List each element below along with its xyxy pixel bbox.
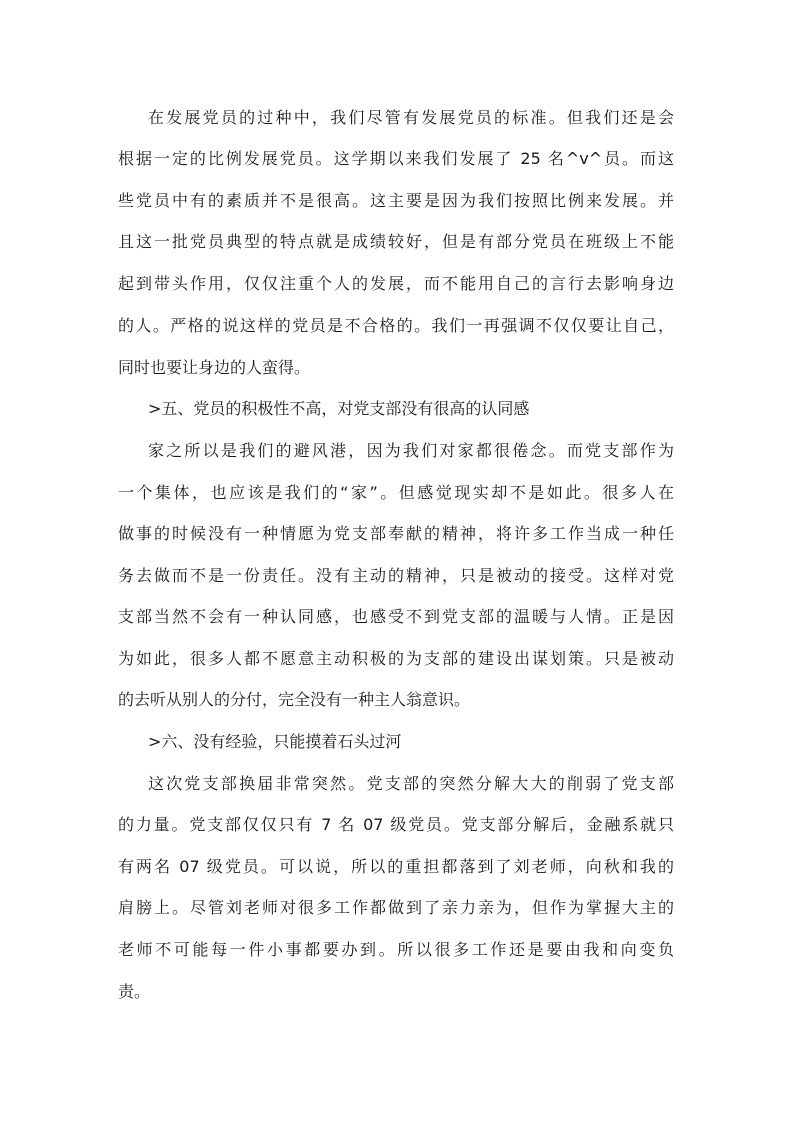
paragraph-1-line-6: 的人。严格的说这样的党员是不合格的。我们一再强调不仅仅要让自己， bbox=[118, 316, 674, 335]
paragraph-3-line-5: 老师不可能每一件小事都要办到。所以很多工作还是要由我和向变负 bbox=[118, 940, 674, 959]
paragraph-3-line-6: 责。 bbox=[118, 982, 151, 1001]
paragraph-1-line-1: 在发展党员的过种中，我们尽管有发展党员的标准。但我们还是会 bbox=[148, 108, 674, 127]
paragraph-3-line-1: 这次党支部换届非常突然。党支部的突然分解大大的削弱了党支部 bbox=[148, 774, 674, 793]
paragraph-3-line-2: 的力量。党支部仅仅只有 7 名 07 级党员。党支部分解后，金融系就只 bbox=[118, 815, 674, 834]
paragraph-1-line-2: 根据一定的比例发展党员。这学期以来我们发展了 25 名^v^员。而这 bbox=[118, 149, 674, 168]
paragraph-2-line-7: 的去听从别人的分付，完全没有一种主人翁意识。 bbox=[118, 690, 471, 709]
paragraph-1-line-3: 些党员中有的素质并不是很高。这主要是因为我们按照比例来发展。并 bbox=[118, 191, 674, 210]
section-heading-5: >五、党员的积极性不高，对党支部没有很高的认同感 bbox=[148, 399, 530, 418]
paragraph-2-line-6: 为如此，很多人都不愿意主动积极的为支部的建设出谋划策。只是被动 bbox=[118, 649, 674, 668]
paragraph-2-line-4: 务去做而不是一份责任。没有主动的精神，只是被动的接受。这样对党 bbox=[118, 566, 674, 585]
paragraph-2-line-3: 做事的时候没有一种情愿为党支部奉献的精神，将许多工作当成一种任 bbox=[118, 524, 674, 543]
paragraph-2-line-2: 一个集体，也应该是我们的“家”。但感觉现实却不是如此。很多人在 bbox=[118, 483, 674, 502]
paragraph-2-line-1: 家之所以是我们的避风港，因为我们对家都很倦念。而党支部作为 bbox=[148, 441, 674, 460]
paragraph-3-line-4: 肩膀上。尽管刘老师对很多工作都做到了亲力亲为，但作为掌握大主的 bbox=[118, 898, 674, 917]
section-heading-6: >六、没有经验，只能摸着石头过河 bbox=[148, 732, 402, 751]
paragraph-1-line-7: 同时也要让身边的人蛮得。 bbox=[118, 358, 311, 377]
paragraph-1-line-4: 且这一批党员典型的特点就是成绩较好，但是有部分党员在班级上不能 bbox=[118, 232, 674, 251]
paragraph-2-line-5: 支部当然不会有一种认同感，也感受不到党支部的温暖与人情。正是因 bbox=[118, 607, 674, 626]
paragraph-3-line-3: 有两名 07 级党员。可以说，所以的重担都落到了刘老师，向秋和我的 bbox=[118, 857, 674, 876]
paragraph-1-line-5: 起到带头作用，仅仅注重个人的发展，而不能用自己的言行去影响身边 bbox=[118, 274, 674, 293]
